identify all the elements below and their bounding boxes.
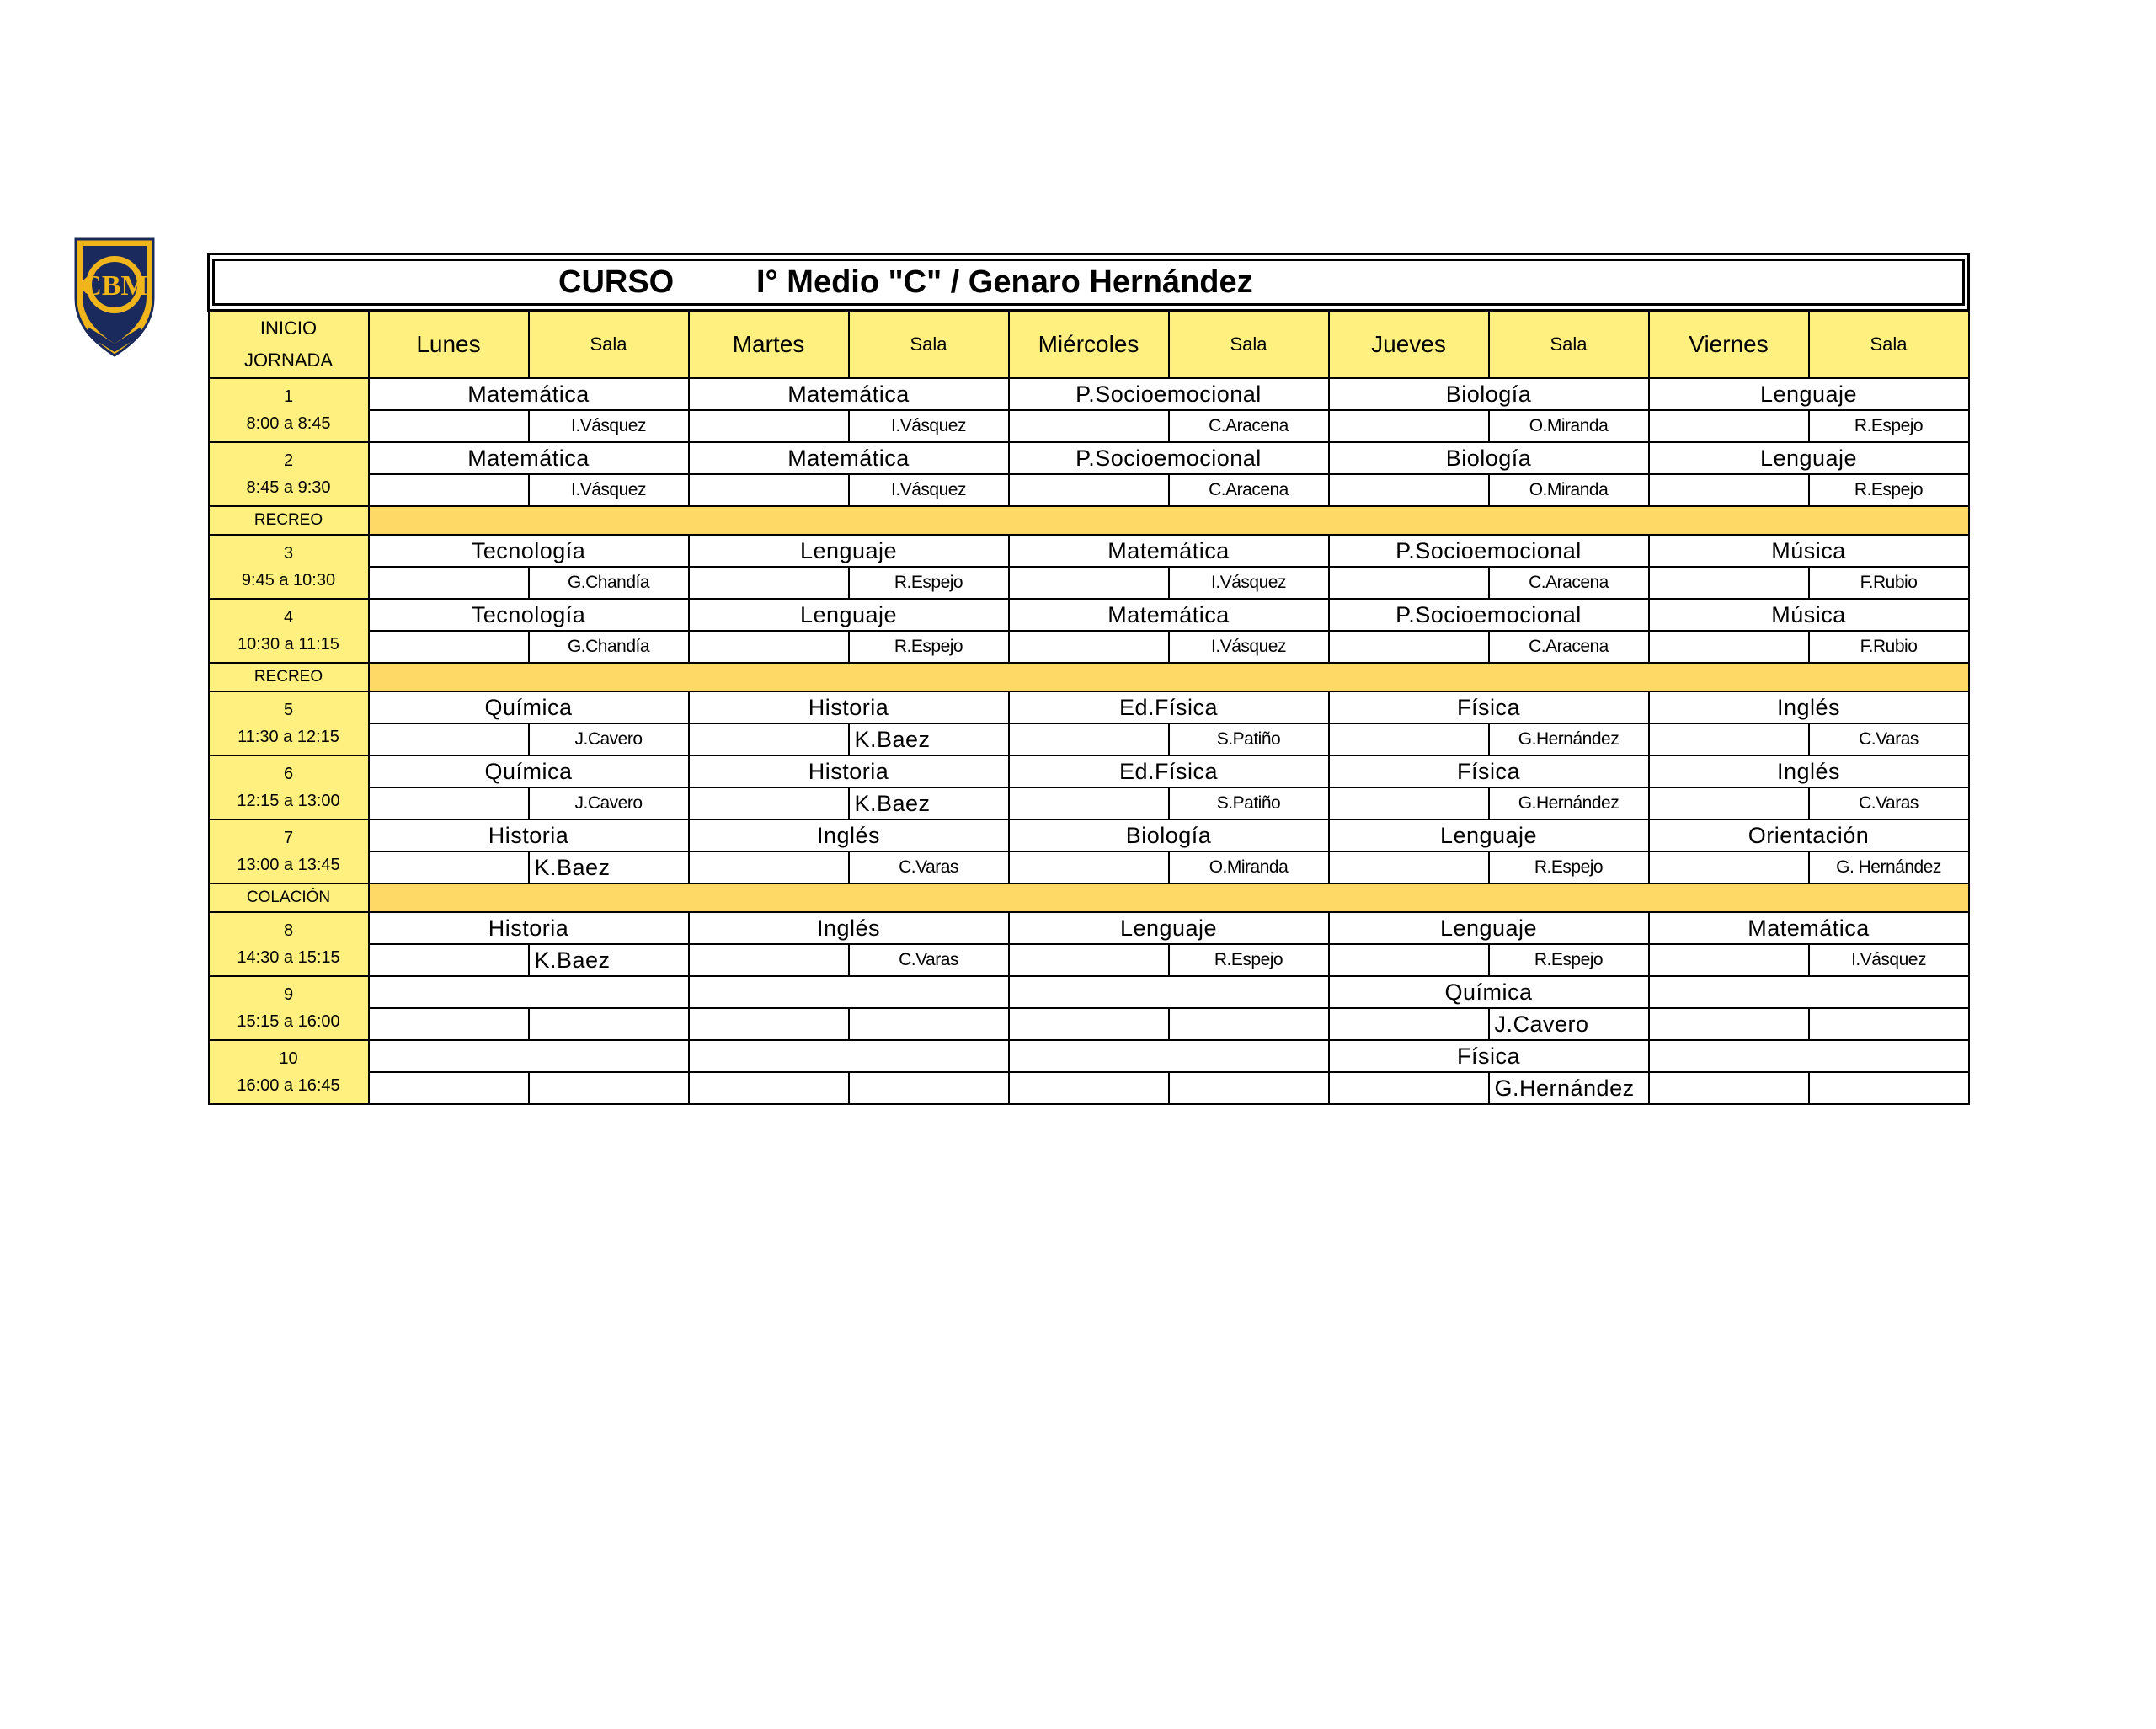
period-teacher-row: [209, 567, 1969, 599]
room-cell: [689, 723, 849, 755]
room-cell: [1329, 1072, 1489, 1104]
period-subject-row: [209, 442, 1969, 474]
room-cell: [369, 851, 529, 883]
period-teacher-row: [209, 851, 1969, 883]
subject-cell: Ed.Física: [1009, 755, 1329, 787]
teacher-cell: R.Espejo: [849, 567, 1009, 599]
subject-cell: Ed.Física: [1009, 691, 1329, 723]
day-header: Lunes: [369, 311, 529, 379]
period-teacher-row: [209, 944, 1969, 976]
subject-cell: P.Socioemocional: [1329, 599, 1649, 631]
period-label: [209, 691, 369, 755]
teacher-cell: I.Vásquez: [849, 474, 1009, 506]
teacher-cell: G.Hernández: [1489, 1072, 1649, 1104]
subject-cell: [1649, 1040, 1969, 1072]
subject-cell: Historia: [369, 819, 689, 851]
sala-header: Sala: [1169, 311, 1329, 379]
period-subject-row: [209, 755, 1969, 787]
teacher-cell: C.Aracena: [1169, 410, 1329, 442]
title-bar: [209, 254, 1969, 311]
room-cell: [1329, 723, 1489, 755]
subject-cell: P.Socioemocional: [1009, 442, 1329, 474]
teacher-cell: I.Vásquez: [849, 410, 1009, 442]
period-subject-row: [209, 976, 1969, 1008]
teacher-cell: J.Cavero: [529, 787, 689, 819]
teacher-cell: S.Patiño: [1169, 723, 1329, 755]
period-label: [209, 1040, 369, 1104]
room-cell: [1649, 410, 1809, 442]
teacher-cell: G.Chandía: [529, 567, 689, 599]
subject-cell: Matemática: [1649, 912, 1969, 944]
subject-cell: Lenguaje: [1329, 912, 1649, 944]
subject-cell: Historia: [689, 691, 1009, 723]
teacher-cell: K.Baez: [529, 851, 689, 883]
room-cell: [1009, 474, 1169, 506]
room-cell: [1329, 474, 1489, 506]
room-cell: [1649, 851, 1809, 883]
teacher-cell: R.Espejo: [1809, 474, 1969, 506]
subject-cell: Matemática: [689, 378, 1009, 410]
period-label: [209, 755, 369, 819]
room-cell: [1009, 631, 1169, 663]
subject-cell: Física: [1329, 691, 1649, 723]
day-header: Viernes: [1649, 311, 1809, 379]
sala-header: Sala: [849, 311, 1009, 379]
teacher-cell: [849, 1008, 1009, 1040]
break-label: RECREO: [209, 506, 369, 535]
teacher-cell: F.Rubio: [1809, 631, 1969, 663]
period-teacher-row: [209, 410, 1969, 442]
room-cell: [689, 410, 849, 442]
break-band: [369, 883, 1969, 912]
subject-cell: Lenguaje: [689, 599, 1009, 631]
period-label: [209, 378, 369, 442]
subject-cell: Física: [1329, 755, 1649, 787]
teacher-cell: I.Vásquez: [529, 474, 689, 506]
subject-cell: Orientación: [1649, 819, 1969, 851]
period-time: 15:15 a 16:00: [237, 1012, 340, 1031]
room-cell: [1009, 410, 1169, 442]
teacher-cell: R.Espejo: [1489, 944, 1649, 976]
room-cell: [1009, 851, 1169, 883]
room-cell: [689, 631, 849, 663]
room-cell: [369, 787, 529, 819]
subject-cell: [1009, 976, 1329, 1008]
sala-header: Sala: [529, 311, 689, 379]
period-time: 8:00 a 8:45: [246, 414, 331, 433]
day-header-row: [209, 311, 1969, 379]
break-row: [209, 663, 1969, 691]
period-time: 8:45 a 9:30: [246, 478, 331, 497]
room-cell: [689, 1008, 849, 1040]
subject-cell: Matemática: [369, 378, 689, 410]
period-subject-row: [209, 1040, 1969, 1072]
period-label: [209, 819, 369, 883]
room-cell: [1649, 567, 1809, 599]
teacher-cell: R.Espejo: [1489, 851, 1649, 883]
room-cell: [1329, 567, 1489, 599]
subject-cell: Inglés: [1649, 691, 1969, 723]
teacher-cell: C.Varas: [849, 851, 1009, 883]
teacher-cell: C.Aracena: [1169, 474, 1329, 506]
school-crest-logo: [71, 232, 158, 357]
period-subject-row: [209, 691, 1969, 723]
room-cell: [369, 944, 529, 976]
room-cell: [1649, 1072, 1809, 1104]
period-number: 1: [283, 387, 294, 406]
room-cell: [1329, 851, 1489, 883]
subject-cell: Lenguaje: [1329, 819, 1649, 851]
period-time: 13:00 a 13:45: [237, 856, 340, 874]
teacher-cell: [1809, 1008, 1969, 1040]
room-cell: [369, 567, 529, 599]
room-cell: [369, 1008, 529, 1040]
period-time: 11:30 a 12:15: [237, 728, 339, 746]
subject-cell: Historia: [369, 912, 689, 944]
teacher-cell: [1809, 1072, 1969, 1104]
subject-cell: [689, 1040, 1009, 1072]
teacher-cell: J.Cavero: [529, 723, 689, 755]
period-teacher-row: [209, 631, 1969, 663]
room-cell: [369, 631, 529, 663]
room-cell: [1329, 944, 1489, 976]
room-cell: [1329, 787, 1489, 819]
subject-cell: P.Socioemocional: [1009, 378, 1329, 410]
room-cell: [369, 1072, 529, 1104]
subject-cell: Tecnología: [369, 599, 689, 631]
teacher-cell: I.Vásquez: [529, 410, 689, 442]
room-cell: [1009, 1008, 1169, 1040]
period-time: 16:00 a 16:45: [237, 1076, 340, 1095]
teacher-cell: C.Varas: [849, 944, 1009, 976]
subject-cell: Música: [1649, 599, 1969, 631]
period-teacher-row: [209, 474, 1969, 506]
period-subject-row: [209, 912, 1969, 944]
teacher-cell: I.Vásquez: [1809, 944, 1969, 976]
room-cell: [689, 474, 849, 506]
room-cell: [689, 1072, 849, 1104]
period-number: 2: [283, 451, 294, 470]
teacher-cell: [849, 1072, 1009, 1104]
subject-cell: [1009, 1040, 1329, 1072]
subject-cell: Lenguaje: [689, 535, 1009, 567]
period-teacher-row: [209, 1072, 1969, 1104]
period-teacher-row: [209, 1008, 1969, 1040]
teacher-cell: O.Miranda: [1169, 851, 1329, 883]
teacher-cell: I.Vásquez: [1169, 631, 1329, 663]
teacher-cell: C.Aracena: [1489, 631, 1649, 663]
subject-cell: [689, 976, 1009, 1008]
period-number: 9: [283, 985, 294, 1004]
period-number: 8: [283, 921, 294, 940]
period-label: [209, 599, 369, 663]
subject-cell: Química: [369, 755, 689, 787]
room-cell: [689, 851, 849, 883]
room-cell: [1649, 631, 1809, 663]
sala-header: Sala: [1809, 311, 1969, 379]
subject-cell: [1649, 976, 1969, 1008]
curso-label: CURSO: [558, 264, 675, 300]
subject-cell: Lenguaje: [1649, 442, 1969, 474]
teacher-cell: G. Hernández: [1809, 851, 1969, 883]
subject-cell: Biología: [1329, 378, 1649, 410]
subject-cell: Lenguaje: [1649, 378, 1969, 410]
sala-header: Sala: [1489, 311, 1649, 379]
svg-text:CBM: CBM: [81, 270, 148, 302]
jornada-label: JORNADA: [243, 350, 334, 371]
teacher-cell: C.Varas: [1809, 787, 1969, 819]
room-cell: [1009, 723, 1169, 755]
room-cell: [1009, 787, 1169, 819]
room-cell: [369, 474, 529, 506]
break-label: COLACIÓN: [209, 883, 369, 912]
teacher-cell: C.Varas: [1809, 723, 1969, 755]
period-teacher-row: [209, 723, 1969, 755]
room-cell: [1329, 410, 1489, 442]
teacher-cell: G.Chandía: [529, 631, 689, 663]
break-row: [209, 883, 1969, 912]
break-band: [369, 506, 1969, 535]
subject-cell: Tecnología: [369, 535, 689, 567]
room-cell: [1649, 1008, 1809, 1040]
teacher-cell: [529, 1008, 689, 1040]
room-cell: [689, 567, 849, 599]
period-subject-row: [209, 819, 1969, 851]
teacher-cell: R.Espejo: [849, 631, 1009, 663]
room-cell: [1009, 944, 1169, 976]
subject-cell: Lenguaje: [1009, 912, 1329, 944]
room-cell: [1649, 474, 1809, 506]
period-label: [209, 535, 369, 599]
teacher-cell: C.Aracena: [1489, 567, 1649, 599]
inicio-label: INICIO: [259, 318, 318, 339]
room-cell: [1329, 631, 1489, 663]
teacher-cell: J.Cavero: [1489, 1008, 1649, 1040]
day-header: Jueves: [1329, 311, 1489, 379]
period-subject-row: [209, 599, 1969, 631]
room-cell: [369, 410, 529, 442]
subject-cell: P.Socioemocional: [1329, 535, 1649, 567]
period-time: 10:30 a 11:15: [237, 635, 339, 654]
teacher-cell: I.Vásquez: [1169, 567, 1329, 599]
subject-cell: [369, 976, 689, 1008]
room-cell: [689, 787, 849, 819]
room-cell: [1009, 567, 1169, 599]
room-cell: [1009, 1072, 1169, 1104]
period-number: 6: [283, 765, 294, 783]
subject-cell: [369, 1040, 689, 1072]
teacher-cell: K.Baez: [849, 787, 1009, 819]
day-header: Miércoles: [1009, 311, 1169, 379]
subject-cell: Biología: [1009, 819, 1329, 851]
subject-cell: Biología: [1329, 442, 1649, 474]
room-cell: [689, 944, 849, 976]
period-time: 14:30 a 15:15: [237, 948, 340, 967]
break-label: RECREO: [209, 663, 369, 691]
subject-cell: Química: [1329, 976, 1649, 1008]
subject-cell: Física: [1329, 1040, 1649, 1072]
period-number: 7: [283, 829, 294, 847]
period-subject-row: [209, 378, 1969, 410]
period-label: [209, 912, 369, 976]
teacher-cell: R.Espejo: [1809, 410, 1969, 442]
teacher-cell: K.Baez: [849, 723, 1009, 755]
period-label: [209, 976, 369, 1040]
teacher-cell: O.Miranda: [1489, 410, 1649, 442]
period-number: 3: [283, 544, 294, 563]
teacher-cell: R.Espejo: [1169, 944, 1329, 976]
room-cell: [1329, 1008, 1489, 1040]
period-teacher-row: [209, 787, 1969, 819]
inicio-jornada-label: [209, 311, 369, 379]
teacher-cell: O.Miranda: [1489, 474, 1649, 506]
room-cell: [1649, 723, 1809, 755]
period-time: 9:45 a 10:30: [241, 571, 336, 590]
teacher-cell: S.Patiño: [1169, 787, 1329, 819]
subject-cell: Inglés: [689, 912, 1009, 944]
teacher-cell: [1169, 1008, 1329, 1040]
period-time: 12:15 a 13:00: [237, 792, 340, 810]
break-band: [369, 663, 1969, 691]
subject-cell: Música: [1649, 535, 1969, 567]
teacher-cell: [529, 1072, 689, 1104]
break-row: [209, 506, 1969, 535]
subject-cell: Historia: [689, 755, 1009, 787]
room-cell: [1649, 944, 1809, 976]
period-subject-row: [209, 535, 1969, 567]
subject-cell: Química: [369, 691, 689, 723]
subject-cell: Inglés: [1649, 755, 1969, 787]
room-cell: [369, 723, 529, 755]
teacher-cell: F.Rubio: [1809, 567, 1969, 599]
period-number: 10: [279, 1049, 298, 1068]
teacher-cell: G.Hernández: [1489, 723, 1649, 755]
subject-cell: Matemática: [369, 442, 689, 474]
course-title: I° Medio "C" / Genaro Hernández: [756, 264, 1253, 300]
schedule-table: [207, 253, 1970, 1105]
period-number: 4: [283, 608, 294, 627]
teacher-cell: K.Baez: [529, 944, 689, 976]
subject-cell: Matemática: [1009, 599, 1329, 631]
subject-cell: Matemática: [689, 442, 1009, 474]
subject-cell: Matemática: [1009, 535, 1329, 567]
day-header: Martes: [689, 311, 849, 379]
teacher-cell: G.Hernández: [1489, 787, 1649, 819]
period-label: [209, 442, 369, 506]
subject-cell: Inglés: [689, 819, 1009, 851]
room-cell: [1649, 787, 1809, 819]
teacher-cell: [1169, 1072, 1329, 1104]
period-number: 5: [283, 701, 294, 719]
